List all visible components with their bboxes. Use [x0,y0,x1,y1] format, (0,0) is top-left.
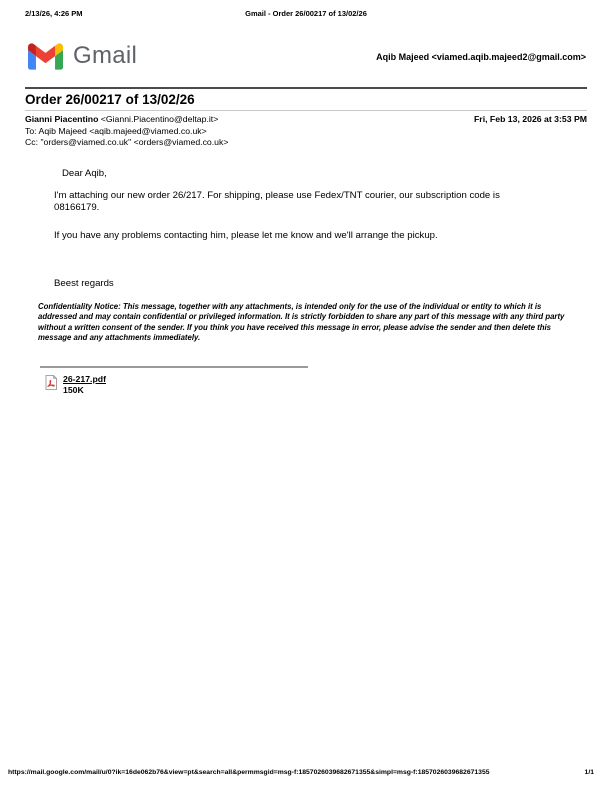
cc-line: Cc: "orders@viamed.co.uk" <orders@viamed.co.uk> [25,137,229,147]
message-date: Fri, Feb 13, 2026 at 3:53 PM [474,114,587,124]
print-url: https://mail.google.com/mail/u/0?ik=16de062b76&view=pt&search=all&permmsgid=msg-f:1857026039682671355&simpl=msg-f:1857026039682671355 [8,769,490,776]
gmail-m-icon [28,43,63,70]
disclaimer-line: message and any attachments immediately. [38,332,201,342]
message-meta [25,114,587,149]
pdf-file-icon [45,375,57,390]
account-email: Aqib Majeed <viamed.aqib.majeed2@gmail.com> [376,52,586,62]
from-line [25,114,587,126]
browser-print-header [0,9,612,21]
sender-email: <Gianni.Piacentino@deltap.it> [100,114,219,124]
disclaimer-line: without a written consent of the sender. If you think you have received this message in error, please advise the sender and then delete this [38,322,552,332]
confidentiality-notice [38,302,578,343]
attachment-divider [40,366,308,368]
gmail-logo [28,42,137,70]
browser-print-footer [0,769,612,779]
to-line: To: Aqib Majeed <aqib.majeed@viamed.co.uk> [25,125,207,136]
body-paragraph-1: I'm attaching our new order 26/217. For shipping, please use Fedex/TNT courier, our subscription code is 08166179. [54,190,500,213]
print-page-number: 1/1 [584,769,594,776]
email-subject: Order 26/00217 of 13/02/26 [25,92,195,107]
attachment-text [63,374,106,396]
body-paragraph-2: If you have any problems contacting him, please let me know and we'll arrange the pickup. [54,230,438,241]
gmail-wordmark: Gmail [73,42,138,69]
email-body [54,168,546,290]
print-title: Gmail - Order 26/00217 of 13/02/26 [245,9,367,18]
greeting: Dear Aqib, [62,168,107,179]
signoff: Beest regards [54,278,114,289]
attachment-item[interactable] [45,374,106,396]
sender-name: Gianni Piacentino [25,114,99,124]
print-datetime: 2/13/26, 4:26 PM [25,9,83,18]
attachment-filename-link[interactable]: 26-217.pdf [63,374,106,384]
disclaimer-line: addressed and may contain confidential or privileged information. It is strictly forbidden to share any part of this message with any third party [38,312,565,322]
gmail-header [28,42,586,74]
disclaimer-line: Confidentiality Notice: This message, together with any attachments, is intended only for the use of the individual or entity to which it is [38,302,542,311]
subject-divider-bottom [25,110,587,111]
subject-divider-top [25,87,587,89]
attachment-size: 150K [63,385,84,395]
